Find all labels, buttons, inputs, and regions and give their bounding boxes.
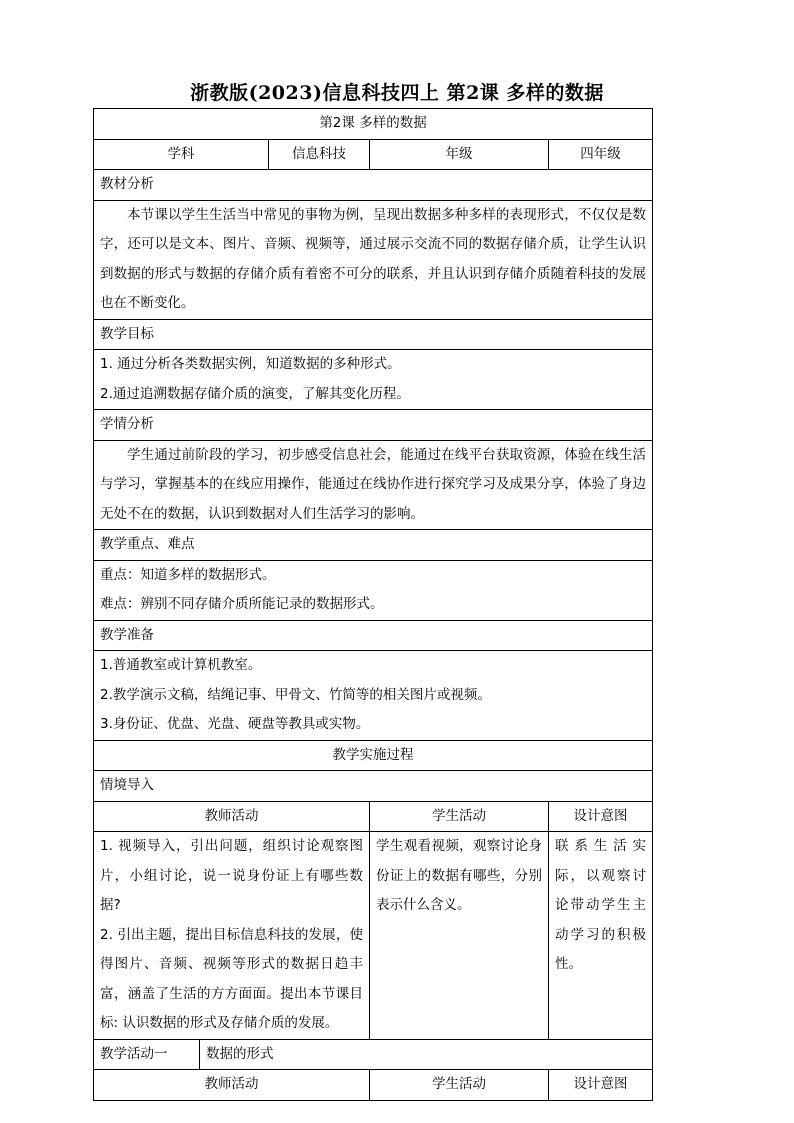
student-analysis-body: 学生通过前阶段的学习，初步感受信息社会，能通过在线平台获取资源，体验在线生活与学习，掌握基本的在线应用操作，能通过在线协作进行探究学习及成果分享，体验了身边无处不在的数据，认识到数据对人们生活学习的影响。 — [94, 440, 653, 530]
intro-content-row — [94, 832, 653, 1040]
grade-label: 年级 — [370, 139, 549, 170]
lesson-header-row — [94, 109, 653, 140]
process-heading: 教学实施过程 — [94, 740, 653, 771]
col-teacher-activity: 教师活动 — [94, 1070, 370, 1101]
grade-value: 四年级 — [549, 139, 653, 170]
activity-one-label: 教学活动一 — [94, 1039, 200, 1070]
col-design-intent: 设计意图 — [549, 1070, 653, 1101]
key-point-item: 难点：辨别不同存储介质所能记录的数据形式。 — [100, 596, 384, 612]
objective-item: 2.通过追溯数据存储介质的演变，了解其变化历程。 — [100, 385, 410, 402]
intro-columns-row — [94, 801, 653, 832]
lesson-header: 第2课 多样的数据 — [94, 109, 653, 140]
preparation-heading: 教学准备 — [94, 620, 653, 651]
objective-item: 1. 通过分析各类数据实例，知道数据的多种形式。 — [100, 356, 401, 372]
teacher-step-2: 2. 引出主题，提出目标信息科技的发展，使得图片、音频、视频等形式的数据日趋丰富，涵盖了生活的方方面面。提出本节课目标: 认识数据的形式及存储介质的发展。 — [100, 926, 363, 1031]
intro-teacher-text — [94, 832, 370, 1040]
intro-design-text: 联系生活实际，以观察讨论带动学生主动学习的积极性。 — [549, 832, 653, 1040]
student-analysis-heading: 学情分析 — [94, 410, 653, 441]
activity-one-row — [94, 1039, 653, 1070]
subject-label: 学科 — [94, 139, 269, 170]
key-point-item: 重点：知道多样的数据形式。 — [100, 566, 276, 583]
page-title: 浙教版(2023)信息科技四上 第2课 多样的数据 — [190, 82, 604, 104]
intro-student-text: 学生观看视频，观察讨论身份证上的数据有哪些，分别表示什么含义。 — [370, 832, 549, 1040]
subject-value: 信息科技 — [269, 139, 370, 170]
activity-one-title: 数据的形式 — [200, 1039, 653, 1070]
objectives-list — [94, 350, 653, 410]
info-row — [94, 139, 653, 170]
preparation-item: 2.教学演示文稿，结绳记事、甲骨文、竹简等的相关图片或视频。 — [100, 686, 491, 703]
key-points-list — [94, 560, 653, 620]
textbook-analysis-body: 本节课以学生生活当中常见的事物为例，呈现出数据多种多样的表现形式，不仅仅是数字，还可以是文本、图片、音频、视频等，通过展示交流不同的数据存储介质，让学生认识到数据的形式与数据的存储介质有着密不可分的联系，并且认识到存储介质随着科技的发展也在不断变化。 — [94, 200, 653, 319]
col-design-intent: 设计意图 — [549, 801, 653, 832]
col-student-activity: 学生活动 — [370, 801, 549, 832]
activity-one-columns-row — [94, 1070, 653, 1101]
preparation-item: 3.身份证、优盘、光盘、硬盘等教具或实物。 — [100, 716, 370, 732]
lesson-plan-table — [93, 108, 653, 1101]
key-points-heading: 教学重点、难点 — [94, 530, 653, 561]
objectives-heading: 教学目标 — [94, 319, 653, 350]
textbook-analysis-heading: 教材分析 — [94, 170, 653, 201]
teacher-step-1: 1. 视频导入，引出问题，组织讨论观察图片，小组讨论，说一说身份证上有哪些数据? — [100, 838, 363, 913]
col-teacher-activity: 教师活动 — [94, 801, 370, 832]
preparation-list — [94, 651, 653, 741]
preparation-item: 1.普通教室或计算机教室。 — [100, 657, 262, 673]
col-student-activity: 学生活动 — [370, 1070, 549, 1101]
intro-heading: 情境导入 — [94, 771, 653, 802]
